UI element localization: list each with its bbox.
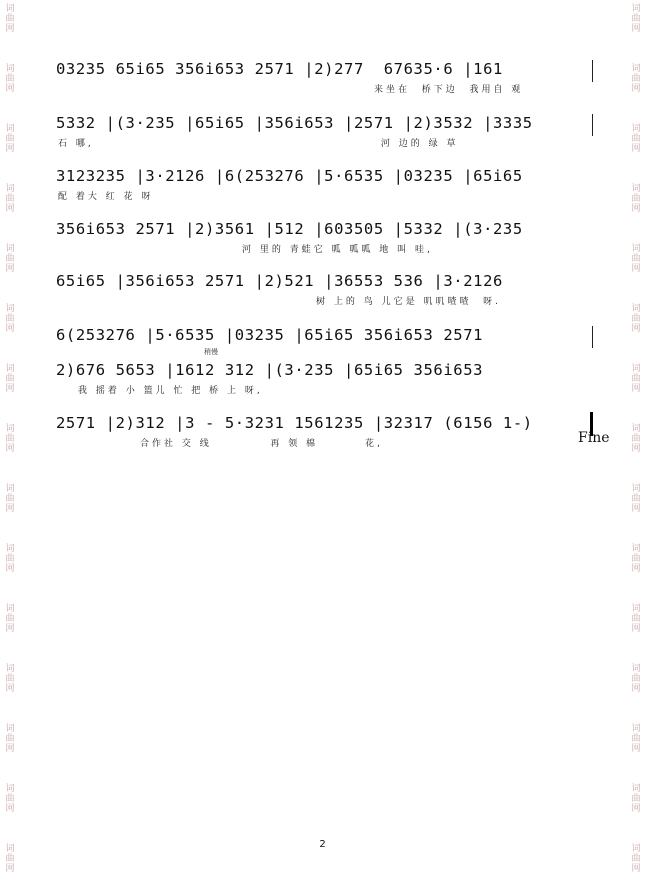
- watermark-block: [3, 784, 17, 814]
- score-row-2: [56, 114, 592, 156]
- watermark-glyph: 曲: [5, 614, 15, 624]
- watermark-block: [629, 784, 643, 814]
- watermark-glyph: 曲: [631, 614, 641, 624]
- watermark-glyph: 网: [5, 264, 15, 274]
- watermark-glyph: 网: [631, 864, 641, 874]
- watermark-glyph: 网: [5, 744, 15, 754]
- watermark-block: [629, 304, 643, 334]
- watermark-block: [3, 304, 17, 334]
- watermark-glyph: 词: [5, 604, 15, 614]
- score-row-4: [56, 220, 592, 262]
- watermark-glyph: 词: [5, 184, 15, 194]
- watermark-block: [3, 544, 17, 574]
- barline: [592, 114, 593, 136]
- watermark-glyph: 词: [631, 484, 641, 494]
- watermark-glyph: 网: [5, 804, 15, 814]
- watermark-glyph: 网: [631, 804, 641, 814]
- watermark-glyph: 网: [5, 84, 15, 94]
- watermark-glyph: 曲: [631, 794, 641, 804]
- watermark-glyph: 词: [631, 544, 641, 554]
- watermark-glyph: 网: [631, 564, 641, 574]
- watermark-glyph: 网: [631, 504, 641, 514]
- watermark-glyph: 网: [5, 444, 15, 454]
- lyric-line: 河 里的 青蛙它 呱 呱呱 地 叫 哇,: [242, 245, 433, 255]
- watermark-glyph: 词: [631, 604, 641, 614]
- watermark-glyph: 曲: [5, 374, 15, 384]
- watermark-glyph: 词: [5, 484, 15, 494]
- watermark-glyph: 词: [631, 844, 641, 854]
- watermark-glyph: 词: [631, 784, 641, 794]
- barline: [592, 326, 593, 348]
- watermark-glyph: 曲: [631, 494, 641, 504]
- watermark-glyph: 曲: [631, 74, 641, 84]
- watermark-glyph: 曲: [5, 434, 15, 444]
- watermark-glyph: 网: [631, 624, 641, 634]
- watermark-glyph: 曲: [5, 554, 15, 564]
- watermark-block: [629, 184, 643, 214]
- watermark-glyph: 网: [5, 384, 15, 394]
- watermark-glyph: 词: [5, 64, 15, 74]
- watermark-glyph: 词: [631, 4, 641, 14]
- watermark-block: [3, 184, 17, 214]
- watermark-glyph: 词: [5, 784, 15, 794]
- tempo-marking: 稍慢: [204, 348, 218, 356]
- watermark-glyph: 曲: [5, 134, 15, 144]
- barline: [592, 60, 593, 82]
- watermark-block: [629, 604, 643, 634]
- watermark-glyph: 网: [5, 864, 15, 874]
- watermark-glyph: 曲: [5, 254, 15, 264]
- watermark-glyph: 网: [5, 324, 15, 334]
- jianpu-notes: 03235 65i65 356i653 2571 |2)277 67635·6 |161: [56, 60, 503, 78]
- watermark-glyph: 曲: [631, 194, 641, 204]
- watermark-glyph: 曲: [631, 134, 641, 144]
- watermark-glyph: 词: [5, 364, 15, 374]
- watermark-glyph: 曲: [5, 734, 15, 744]
- watermark-block: [629, 424, 643, 454]
- jianpu-notes: 6(253276 |5·6535 |03235 |65i65 356i653 2571: [56, 326, 484, 344]
- watermark-glyph: 曲: [631, 554, 641, 564]
- watermark-glyph: 词: [631, 724, 641, 734]
- score-row-3: [56, 167, 592, 209]
- watermark-glyph: 曲: [5, 494, 15, 504]
- score-row-7: [56, 348, 592, 403]
- watermark-block: [3, 364, 17, 394]
- watermark-glyph: 网: [631, 744, 641, 754]
- watermark-block: [3, 4, 17, 34]
- watermark-glyph: 词: [631, 124, 641, 134]
- watermark-block: [3, 484, 17, 514]
- watermark-block: [3, 64, 17, 94]
- watermark-glyph: 词: [5, 544, 15, 554]
- watermark-glyph: 词: [631, 64, 641, 74]
- watermark-glyph: 曲: [5, 14, 15, 24]
- watermark-glyph: 网: [5, 144, 15, 154]
- page-number: 2: [319, 839, 326, 850]
- lyric-line: 来坐在 桥下边 我用自 观: [374, 85, 524, 95]
- watermark-block: [3, 124, 17, 154]
- watermark-glyph: 曲: [631, 674, 641, 684]
- watermark-block: [629, 484, 643, 514]
- watermark-glyph: 曲: [631, 434, 641, 444]
- watermark-glyph: 曲: [5, 854, 15, 864]
- watermark-glyph: 词: [631, 664, 641, 674]
- watermark-glyph: 网: [5, 564, 15, 574]
- watermark-glyph: 曲: [631, 254, 641, 264]
- watermark-glyph: 词: [5, 244, 15, 254]
- watermark-block: [629, 364, 643, 394]
- watermark-block: [3, 244, 17, 274]
- watermark-block: [3, 724, 17, 754]
- watermark-glyph: 网: [5, 504, 15, 514]
- watermark-block: [3, 604, 17, 634]
- watermark-glyph: 词: [631, 424, 641, 434]
- score-row-1: [56, 60, 592, 102]
- watermark-block: [629, 544, 643, 574]
- watermark-glyph: 曲: [5, 194, 15, 204]
- watermark-glyph: 曲: [631, 854, 641, 864]
- watermark-glyph: 网: [631, 204, 641, 214]
- watermark-glyph: 曲: [631, 374, 641, 384]
- watermark-glyph: 网: [631, 684, 641, 694]
- watermark-glyph: 词: [631, 184, 641, 194]
- jianpu-notes: 3123235 |3·2126 |6(253276 |5·6535 |03235 |65i65: [56, 167, 523, 185]
- watermark-glyph: 曲: [5, 794, 15, 804]
- watermark-block: [629, 664, 643, 694]
- watermark-glyph: 词: [5, 844, 15, 854]
- watermark-glyph: 网: [631, 24, 641, 34]
- score-row-8: [56, 414, 610, 456]
- jianpu-notes: 2)676 5653 |1612 312 |(3·235 |65i65 356i653: [56, 361, 484, 379]
- watermark-block: [629, 4, 643, 34]
- lyric-line: 石 哪, 河 边的 绿 草: [58, 139, 459, 149]
- watermark-block: [3, 664, 17, 694]
- watermark-glyph: 曲: [631, 734, 641, 744]
- watermark-glyph: 曲: [5, 674, 15, 684]
- watermark-glyph: 网: [631, 324, 641, 334]
- lyric-line: 我 摇着 小 篮儿 忙 把 桥 上 呀,: [78, 386, 263, 396]
- lyric-line: 配 着大 红 花 呀: [58, 192, 154, 202]
- score-row-5: [56, 272, 592, 314]
- watermark-glyph: 词: [5, 124, 15, 134]
- lyric-line: 树 上的 鸟 儿它是 叽叽喳喳 呀.: [316, 297, 502, 307]
- watermark-block: [629, 64, 643, 94]
- jianpu-notes: 356i653 2571 |2)3561 |512 |603505 |5332 |(3·235: [56, 220, 523, 238]
- watermark-glyph: 网: [5, 624, 15, 634]
- watermark-glyph: 网: [631, 84, 641, 94]
- lyric-line: 合作社 交 线 再 领 棉 花,: [140, 439, 383, 449]
- watermark-glyph: 网: [5, 24, 15, 34]
- watermark-glyph: 词: [631, 364, 641, 374]
- watermark-glyph: 曲: [631, 14, 641, 24]
- watermark-glyph: 词: [631, 244, 641, 254]
- watermark-glyph: 曲: [5, 74, 15, 84]
- watermark-glyph: 曲: [5, 314, 15, 324]
- watermark-glyph: 词: [5, 4, 15, 14]
- watermark-block: [629, 124, 643, 154]
- watermark-block: [629, 244, 643, 274]
- jianpu-notes: 5332 |(3·235 |65i65 |356i653 |2571 |2)3532 |3335: [56, 114, 533, 132]
- watermark-glyph: 网: [631, 144, 641, 154]
- watermark-glyph: 网: [631, 444, 641, 454]
- jianpu-notes: 2571 |2)312 |3 - 5·3231 1561235 |32317 (6156 1-): [56, 414, 533, 432]
- watermark-block: [3, 424, 17, 454]
- watermark-glyph: 网: [5, 204, 15, 214]
- jianpu-notes: 65i65 |356i653 2571 |2)521 |36553 536 |3·2126: [56, 272, 503, 290]
- watermark-glyph: 词: [5, 424, 15, 434]
- watermark-glyph: 网: [631, 384, 641, 394]
- fine-marking: Fine: [578, 430, 610, 446]
- watermark-glyph: 网: [5, 684, 15, 694]
- watermark-glyph: 网: [631, 264, 641, 274]
- watermark-glyph: 词: [5, 724, 15, 734]
- watermark-block: [629, 724, 643, 754]
- watermark-glyph: 词: [5, 664, 15, 674]
- watermark-glyph: 曲: [631, 314, 641, 324]
- watermark-glyph: 词: [5, 304, 15, 314]
- watermark-glyph: 词: [631, 304, 641, 314]
